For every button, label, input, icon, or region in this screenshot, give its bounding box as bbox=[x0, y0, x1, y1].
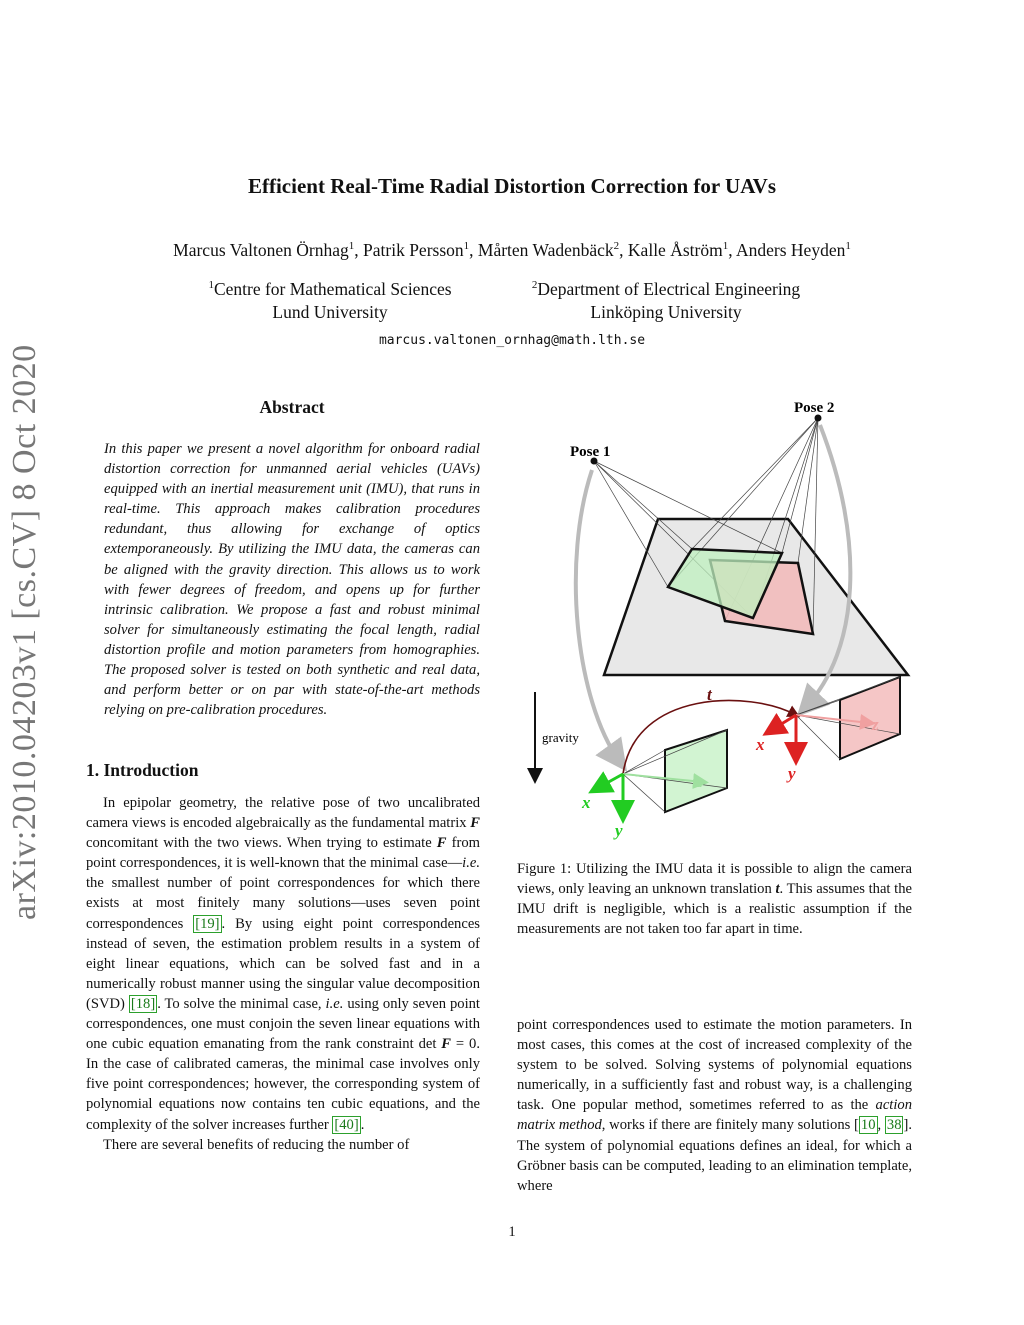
intro-right-column bbox=[517, 1015, 912, 1196]
affiliation-2: $^2$Department of Electrical Engineering Linköping University bbox=[531, 278, 801, 322]
author-list: Marcus Valtonen Örnhag$^1$, Patrik Persson$^1$, Mårten Wadenbäck$^2$, Kalle Åström$^1$, Anders Heyden$^1$ bbox=[173, 240, 851, 260]
affiliation-1: $^1$Centre for Mathematical Sciences Lund University bbox=[208, 278, 452, 322]
citation-link[interactable]: [19] bbox=[195, 915, 220, 932]
page-number: 1 bbox=[508, 1224, 516, 1240]
intro-left-column bbox=[86, 793, 480, 1155]
gravity-label: gravity bbox=[542, 730, 579, 745]
author-name: Patrik Persson bbox=[363, 240, 464, 260]
pose-1-to-camera-arrow bbox=[576, 470, 620, 762]
figure-1-diagram bbox=[520, 390, 920, 850]
intro-paragraph-continued: point correspondences used to estimate the motion parameters. In most cases, this comes at the cost of increased complexity of the system to be solved. Solving systems of polynomial equations numerically, in a sufficiently fast and robust way, is a challenging task. One popular method, sometimes referred to as the action matrix method, works if there are finitely many solutions [ 10 , 38 ]. The system of polynomial equations defines an ideal, for which a Gröbner basis can be computed, leading to an elimination template, where bbox=[517, 1017, 913, 1194]
citation-link[interactable]: [18] bbox=[130, 995, 156, 1012]
camera-2-x-label: x bbox=[756, 735, 765, 754]
figure-1-caption: Figure 1: Utilizing the IMU data it is possible to align the camera views, only leaving an unknown translation t. This assumes that the IMU drift is negligible, which is a realistic assumption if the measurements are not taken too far apart in time. bbox=[517, 861, 912, 938]
pose-1-label: Pose 1 bbox=[570, 444, 611, 460]
section-heading-introduction: 1. Introduction bbox=[86, 760, 199, 780]
pose-2-label: Pose 2 bbox=[794, 400, 835, 416]
camera-2-frustum bbox=[755, 677, 900, 783]
camera-1-x-label: x bbox=[582, 793, 591, 812]
camera-2-z-label: z bbox=[872, 715, 879, 734]
abstract-heading: Abstract bbox=[259, 397, 325, 417]
contact-email[interactable]: marcus.valtonen_ornhag@math.lth.se bbox=[378, 333, 646, 348]
camera-1-frustum bbox=[581, 730, 727, 840]
citation-link[interactable]: [40] bbox=[334, 1116, 359, 1133]
intro-paragraph-1: In epipolar geometry, the relative pose of two uncalibrated camera views is encoded algebraically as the fundamental matrix F concomitant with the two views. When trying to estimate F from point correspondences, it is well-known that the minimal case—i.e. the smallest number of point correspondences for which there exists at most finitely many solutions—uses seven point correspondences [19] . By using eight point correspondences instead of seven, the estimation problem results in a system of eight linear equations, which can be solved fast and in a numerically robust manner using the singular value decomposition (SVD) [18] . To solve the minimal case, i.e. using only seven point correspondences, one must conjoin the seven linear equations with one cubic equation emanating from the rank constraint det F = 0. In the case of calibrated cameras, the minimal case involves only five point correspondences; however, the corresponding system of polynomial equations now contains ten cubic equations, and the complexity of the solver increases further [40] . bbox=[86, 795, 481, 1133]
camera-1-y-label: y bbox=[615, 821, 623, 840]
camera-1-z-label: z bbox=[696, 772, 703, 791]
citation-link[interactable]: 10 bbox=[860, 1117, 876, 1134]
arxiv-stamp: arXiv:2010.04203v1 [cs.CV] 8 Oct 2020 bbox=[6, 344, 43, 920]
translation-label: t bbox=[707, 685, 712, 704]
author-name: Marcus Valtonen Örnhag bbox=[173, 240, 349, 260]
author-name: Mårten Wadenbäck bbox=[477, 240, 614, 260]
author-name: Kalle Åström bbox=[627, 240, 723, 260]
citation-link[interactable]: 38 bbox=[886, 1117, 902, 1134]
intro-paragraph-2: There are several benefits of reducing the number of bbox=[103, 1136, 410, 1153]
camera-2-y-label: y bbox=[788, 764, 796, 783]
paper-title: Efficient Real-Time Radial Distortion Correction for UAVs bbox=[247, 174, 777, 198]
author-name: Anders Heyden bbox=[736, 240, 846, 260]
abstract-text: In this paper we present a novel algorithm for onboard radial distortion correction for unmanned aerial vehicles (UAVs) equipped with an inertial measurement unit (IMU), that runs in real-time. This approach makes calibration procedures redundant, thus allowing for exchange of optics extemporaneously. By utilizing the IMU data, the cameras can be aligned with the gravity direction. This allows us to work with fewer degrees of freedom, and opens up for further intrinsic calibration. We propose a fast and robust minimal solver for simultaneously estimating the focal length, radial distortion profile and motion parameters from homographies. The proposed solver is tested on both synthetic and real data, and perform better or on par with state-of-the-art methods relying on pre-calibration procedures. bbox=[104, 441, 480, 719]
